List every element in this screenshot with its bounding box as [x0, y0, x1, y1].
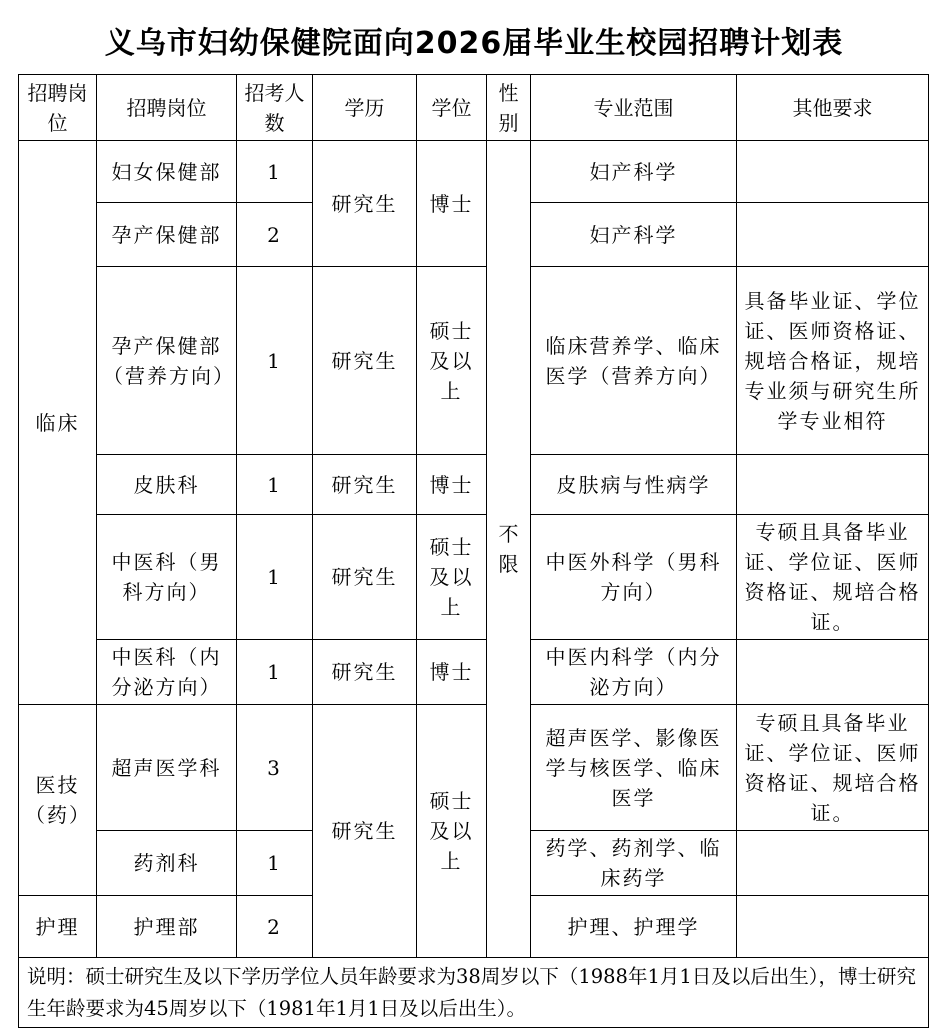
degree-cell: 硕士及以上 [417, 705, 487, 958]
other-cell [737, 455, 929, 515]
count-cell: 1 [237, 267, 313, 455]
table-row [19, 267, 929, 455]
other-cell [737, 141, 929, 203]
position-cell: 药剂科 [97, 831, 237, 896]
table-header-row [19, 75, 929, 141]
other-cell [737, 203, 929, 267]
header-education: 学历 [313, 75, 417, 141]
position-cell: 护理部 [97, 896, 237, 958]
count-cell: 2 [237, 896, 313, 958]
group-medtech: 医技（药） [19, 705, 97, 896]
major-cell: 临床营养学、临床医学（营养方向） [531, 267, 737, 455]
group-clinical: 临床 [19, 141, 97, 705]
recruitment-plan-table [18, 74, 929, 1028]
other-cell: 具备毕业证、学位证、医师资格证、规培合格证，规培专业须与研究生所学专业相符 [737, 267, 929, 455]
header-position: 招聘岗位 [97, 75, 237, 141]
major-cell: 药学、药剂学、临床药学 [531, 831, 737, 896]
education-cell: 研究生 [313, 640, 417, 705]
table-row [19, 455, 929, 515]
other-cell [737, 640, 929, 705]
count-cell: 1 [237, 455, 313, 515]
count-cell: 1 [237, 515, 313, 640]
degree-cell: 博士 [417, 141, 487, 267]
table-row [19, 515, 929, 640]
major-cell: 中医外科学（男科方向） [531, 515, 737, 640]
education-cell: 研究生 [313, 515, 417, 640]
degree-cell: 博士 [417, 640, 487, 705]
table-row [19, 705, 929, 831]
header-degree: 学位 [417, 75, 487, 141]
table-row [19, 640, 929, 705]
page-title: 义乌市妇幼保健院面向2026届毕业生校园招聘计划表 [104, 26, 844, 61]
header-category: 招聘岗位 [19, 75, 97, 141]
count-cell: 1 [237, 141, 313, 203]
degree-cell: 博士 [417, 455, 487, 515]
degree-cell: 硕士及以上 [417, 267, 487, 455]
other-cell [737, 831, 929, 896]
degree-cell: 硕士及以上 [417, 515, 487, 640]
header-major: 专业范围 [531, 75, 737, 141]
position-cell: 孕产保健部（营养方向） [97, 267, 237, 455]
education-cell: 研究生 [313, 267, 417, 455]
position-cell: 中医科（内分泌方向） [97, 640, 237, 705]
header-gender: 性别 [487, 75, 531, 141]
position-cell: 皮肤科 [97, 455, 237, 515]
major-cell: 超声医学、影像医学与核医学、临床医学 [531, 705, 737, 831]
note-text: 说明：硕士研究生及以下学历学位人员年龄要求为38周岁以下（1988年1月1日及以后出生），博士研究生年龄要求为45周岁以下（1981年1月1日及以后出生）。 [19, 958, 929, 1028]
education-cell: 研究生 [313, 705, 417, 958]
gender-cell: 不限 [487, 141, 531, 958]
major-cell: 妇产科学 [531, 203, 737, 267]
position-cell: 孕产保健部 [97, 203, 237, 267]
other-cell: 专硕且具备毕业证、学位证、医师资格证、规培合格证。 [737, 705, 929, 831]
header-other: 其他要求 [737, 75, 929, 141]
major-cell: 护理、护理学 [531, 896, 737, 958]
note-row [19, 958, 929, 1028]
other-cell: 专硕且具备毕业证、学位证、医师资格证、规培合格证。 [737, 515, 929, 640]
major-cell: 妇产科学 [531, 141, 737, 203]
major-cell: 皮肤病与性病学 [531, 455, 737, 515]
count-cell: 2 [237, 203, 313, 267]
header-count: 招考人数 [237, 75, 313, 141]
group-nursing: 护理 [19, 896, 97, 958]
table-row [19, 141, 929, 203]
position-cell: 妇女保健部 [97, 141, 237, 203]
position-cell: 超声医学科 [97, 705, 237, 831]
major-cell: 中医内科学（内分泌方向） [531, 640, 737, 705]
count-cell: 1 [237, 640, 313, 705]
education-cell: 研究生 [313, 141, 417, 267]
position-cell: 中医科（男科方向） [97, 515, 237, 640]
count-cell: 1 [237, 831, 313, 896]
other-cell [737, 896, 929, 958]
education-cell: 研究生 [313, 455, 417, 515]
count-cell: 3 [237, 705, 313, 831]
